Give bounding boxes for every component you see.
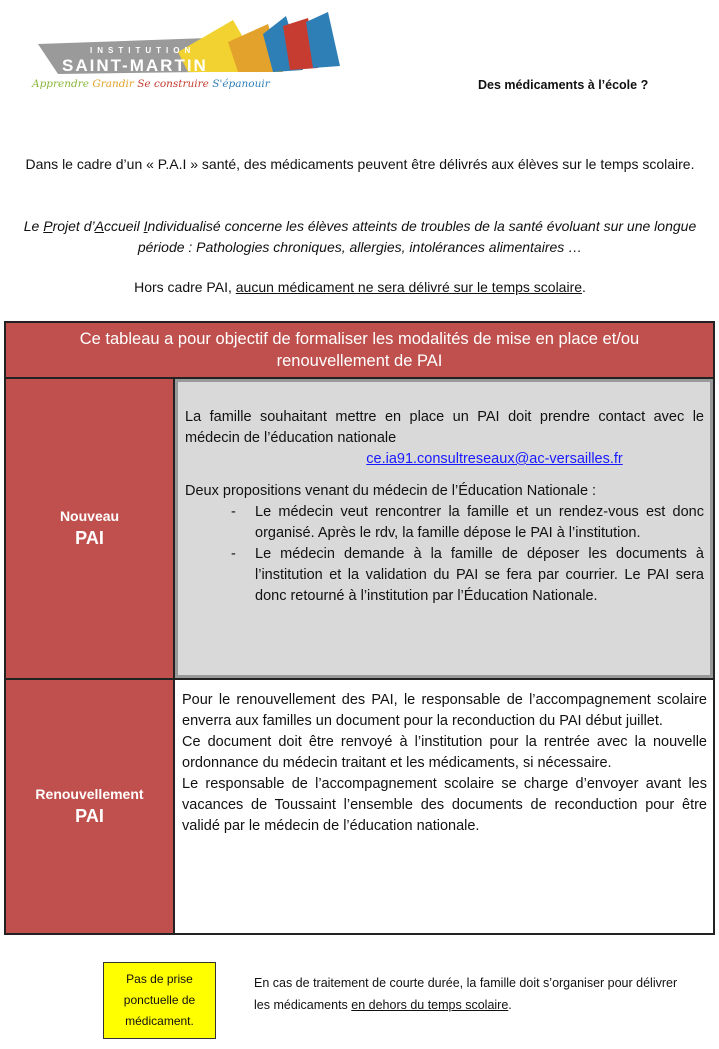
no-medication-note: Pas de prise ponctuelle de médicament. xyxy=(103,962,216,1039)
slogan-word: S'épanouir xyxy=(212,78,270,90)
row-label-line1: Nouveau xyxy=(59,508,120,524)
content-paragraph: La famille souhaitant mettre en place un PAI doit prendre contact avec le médecin de l’éducation nationale xyxy=(185,409,704,446)
content-paragraph: Le responsable de l’accompagnement scolaire se charge d’envoyer avant les vacances de Toussaint l’ensemble des documents de reconduction pour être validé par le médecin de l’éducation nationale. xyxy=(182,776,707,834)
table-header: Ce tableau a pour objectif de formaliser les modalités de mise en place et/ou renouvellement de PAI xyxy=(6,323,713,379)
row-label-line2: PAI xyxy=(75,528,104,548)
row-label-line2: PAI xyxy=(75,806,104,826)
list-item: - Le médecin veut rencontrer la famille et un rendez-vous est donc organisé. Après le rdv, la famille dépose le PAI à l’institution. xyxy=(231,504,704,541)
row-content-renewal-pai xyxy=(175,680,713,933)
slogan-word: Apprendre xyxy=(32,78,89,90)
list-item: - Le médecin demande à la famille de déposer les documents à l’institution et la validation du PAI se fera par courrier. Le PAI sera donc retourné à l’institution par l’Éducation Nationale. xyxy=(231,546,704,604)
logo-slogan xyxy=(32,78,270,90)
footer-paragraph: En cas de traitement de courte durée, la famille doit s’organiser pour délivrer les médicaments en dehors du temps scolaire. xyxy=(254,976,678,1012)
logo-institution-text: INSTITUTION xyxy=(90,46,196,55)
content-paragraph: Ce document doit être renvoyé à l’institution pour la rentrée avec la nouvelle ordonnance du médecin traitant et les médicaments, si nécessaire. xyxy=(182,734,707,771)
email-link[interactable]: ce.ia91.consultreseaux@ac-versailles.fr xyxy=(366,451,623,467)
slogan-word: Grandir xyxy=(92,78,134,90)
logo-name-text: SAINT-MARTIN xyxy=(62,56,208,75)
row-label-new-pai xyxy=(6,379,175,678)
content-paragraph: Pour le renouvellement des PAI, le responsable de l’accompagnement scolaire enverra aux familles un document pour la reconduction du PAI début juillet. xyxy=(182,692,707,729)
content-paragraph: Deux propositions venant du médecin de l’Éducation Nationale : xyxy=(185,483,597,499)
intro-paragraph-3: Hors cadre PAI, aucun médicament ne sera délivré sur le temps scolaire. xyxy=(134,279,586,295)
row-content-new-pai xyxy=(175,379,713,678)
intro-paragraph-1: Dans le cadre d’un « P.A.I » santé, des médicaments peuvent être délivrés aux élèves sur le temps scolaire. xyxy=(25,156,695,172)
intro-paragraph-2: Le Projet d’Accueil Individualisé concerne les élèves atteints de troubles de la santé évoluant sur une longue période : Pathologies chroniques, allergies, intolérances alimentaires … xyxy=(23,218,697,255)
table-row-renewal-pai xyxy=(6,680,713,933)
row-label-line1: Renouvellement xyxy=(35,786,144,802)
table-row-new-pai xyxy=(6,379,713,680)
slogan-word: Se construire xyxy=(137,78,209,90)
underlined-text: aucun médicament ne sera délivré sur le temps scolaire xyxy=(235,279,583,295)
page-title: Des médicaments à l’école ? xyxy=(478,78,649,92)
pai-table xyxy=(4,321,715,935)
institution-logo xyxy=(28,12,348,92)
row-label-renewal-pai xyxy=(6,680,175,933)
underlined-text: en dehors du temps scolaire xyxy=(351,998,509,1012)
bullet-list xyxy=(185,502,704,607)
